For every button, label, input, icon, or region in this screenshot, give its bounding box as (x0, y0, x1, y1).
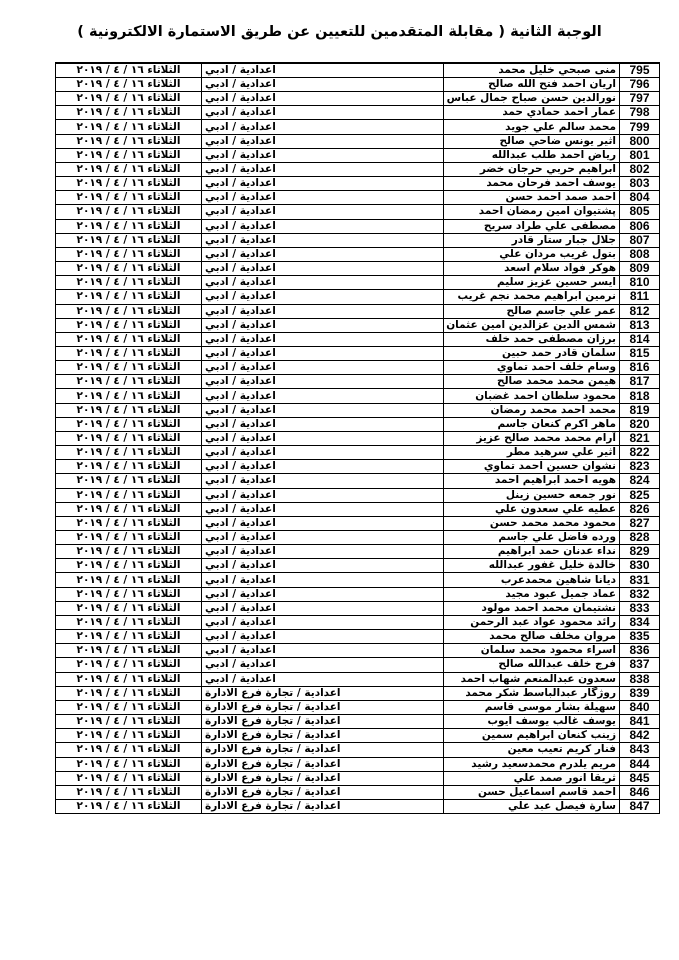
applicant-name: جلال جبار ستار قادر (444, 233, 620, 247)
row-number: 812 (620, 304, 660, 318)
interview-date: الثلاثاء ١٦ / ٤ / ٢٠١٩ (56, 361, 202, 375)
table-row (56, 799, 660, 813)
table-row (56, 361, 660, 375)
table-row (56, 615, 660, 629)
table-row (56, 403, 660, 417)
row-number: 803 (620, 177, 660, 191)
qualification: اعدادية / ادبي (202, 148, 444, 162)
qualification: اعدادية / ادبي (202, 63, 444, 78)
qualification: اعدادية / ادبي (202, 545, 444, 559)
table-row (56, 587, 660, 601)
table-row (56, 92, 660, 106)
applicant-name: محمود سلطان احمد غضبان (444, 389, 620, 403)
applicant-name: نورالدين حسن صباح جمال عباس (444, 92, 620, 106)
qualification: اعدادية / تجارة فرع الادارة (202, 715, 444, 729)
interview-date: الثلاثاء ١٦ / ٤ / ٢٠١٩ (56, 559, 202, 573)
table-row (56, 516, 660, 530)
table-row (56, 276, 660, 290)
applicant-name: هوكر فواد سلام اسعد (444, 262, 620, 276)
row-number: 832 (620, 587, 660, 601)
applicant-name: مريم يلدرم محمدسعيد رشيد (444, 757, 620, 771)
interview-date: الثلاثاء ١٦ / ٤ / ٢٠١٩ (56, 92, 202, 106)
qualification: اعدادية / تجارة فرع الادارة (202, 743, 444, 757)
applicant-name: ايسر حسين عزيز سليم (444, 276, 620, 290)
table-row (56, 247, 660, 261)
applicant-name: ثريقا انور صمد علي (444, 771, 620, 785)
qualification: اعدادية / ادبي (202, 205, 444, 219)
applicant-name: سعدون عبدالمنعم شهاب احمد (444, 672, 620, 686)
interview-date: الثلاثاء ١٦ / ٤ / ٢٠١٩ (56, 233, 202, 247)
table-row (56, 771, 660, 785)
interview-date: الثلاثاء ١٦ / ٤ / ٢٠١٩ (56, 177, 202, 191)
qualification: اعدادية / ادبي (202, 431, 444, 445)
interview-date: الثلاثاء ١٦ / ٤ / ٢٠١٩ (56, 686, 202, 700)
applicant-name: عمار احمد حمادي حمد (444, 106, 620, 120)
table-row (56, 290, 660, 304)
row-number: 797 (620, 92, 660, 106)
row-number: 805 (620, 205, 660, 219)
row-number: 828 (620, 531, 660, 545)
interview-date: الثلاثاء ١٦ / ٤ / ٢٠١٩ (56, 446, 202, 460)
applicant-name: زينب كنعان ابراهيم سمين (444, 729, 620, 743)
row-number: 842 (620, 729, 660, 743)
table-row (56, 63, 660, 78)
row-number: 804 (620, 191, 660, 205)
qualification: اعدادية / ادبي (202, 516, 444, 530)
row-number: 795 (620, 63, 660, 78)
row-number: 819 (620, 403, 660, 417)
row-number: 801 (620, 148, 660, 162)
qualification: اعدادية / ادبي (202, 375, 444, 389)
applicant-name: اثير يونس ضاحي صالح (444, 134, 620, 148)
table-row (56, 177, 660, 191)
interview-date: الثلاثاء ١٦ / ٤ / ٢٠١٩ (56, 162, 202, 176)
applicant-name: سهيلة بشار موسى قاسم (444, 700, 620, 714)
table-row (56, 389, 660, 403)
qualification: اعدادية / ادبي (202, 162, 444, 176)
applicant-name: برزان مصطفى حمد خلف (444, 332, 620, 346)
row-number: 808 (620, 247, 660, 261)
applicant-name: يوسف احمد فرحان محمد (444, 177, 620, 191)
interview-date: الثلاثاء ١٦ / ٤ / ٢٠١٩ (56, 757, 202, 771)
applicant-name: محمود محمد محمد حسن (444, 516, 620, 530)
interview-date: الثلاثاء ١٦ / ٤ / ٢٠١٩ (56, 516, 202, 530)
row-number: 826 (620, 502, 660, 516)
qualification: اعدادية / ادبي (202, 262, 444, 276)
interview-date: الثلاثاء ١٦ / ٤ / ٢٠١٩ (56, 346, 202, 360)
row-number: 837 (620, 658, 660, 672)
table-row (56, 460, 660, 474)
table-row (56, 672, 660, 686)
qualification: اعدادية / تجارة فرع الادارة (202, 757, 444, 771)
row-number: 847 (620, 799, 660, 813)
applicant-name: ديانا شاهين محمدعرب (444, 573, 620, 587)
qualification: اعدادية / ادبي (202, 106, 444, 120)
page-title: الوجبة الثانية ( مقابلة المتقدمين للتعيين عن طريق الاستمارة الالكترونية ) (77, 24, 602, 40)
interview-date: الثلاثاء ١٦ / ٤ / ٢٠١٩ (56, 658, 202, 672)
row-number: 843 (620, 743, 660, 757)
table-row (56, 148, 660, 162)
qualification: اعدادية / ادبي (202, 361, 444, 375)
row-number: 813 (620, 318, 660, 332)
qualification: اعدادية / ادبي (202, 587, 444, 601)
table-row (56, 332, 660, 346)
table-row (56, 262, 660, 276)
row-number: 815 (620, 346, 660, 360)
interview-date: الثلاثاء ١٦ / ٤ / ٢٠١٩ (56, 700, 202, 714)
interview-date: الثلاثاء ١٦ / ٤ / ٢٠١٩ (56, 290, 202, 304)
row-number: 798 (620, 106, 660, 120)
interview-date: الثلاثاء ١٦ / ٤ / ٢٠١٩ (56, 743, 202, 757)
applicant-name: عماد جميل عبود مجيد (444, 587, 620, 601)
table-row (56, 78, 660, 92)
row-number: 833 (620, 601, 660, 615)
interview-date: الثلاثاء ١٦ / ٤ / ٢٠١٩ (56, 332, 202, 346)
applicant-name: شمس الدين عزالدين امين عثمان (444, 318, 620, 332)
interview-date: الثلاثاء ١٦ / ٤ / ٢٠١٩ (56, 219, 202, 233)
row-number: 845 (620, 771, 660, 785)
applicant-name: منى صبحي خليل محمد (444, 63, 620, 78)
applicant-name: نداء عدنان حمد ابراهيم (444, 545, 620, 559)
row-number: 820 (620, 417, 660, 431)
qualification: اعدادية / ادبي (202, 191, 444, 205)
applicant-name: احمد قاسم اسماعيل حسن (444, 785, 620, 799)
qualification: اعدادية / ادبي (202, 92, 444, 106)
table-row (56, 573, 660, 587)
interview-date: الثلاثاء ١٦ / ٤ / ٢٠١٩ (56, 785, 202, 799)
applicant-name: محمد سالم علي جويد (444, 120, 620, 134)
row-number: 827 (620, 516, 660, 530)
row-number: 839 (620, 686, 660, 700)
applicant-name: ورده فاضل علي جاسم (444, 531, 620, 545)
row-number: 824 (620, 474, 660, 488)
qualification: اعدادية / ادبي (202, 474, 444, 488)
row-number: 840 (620, 700, 660, 714)
applicant-name: آرام محمد محمد صالح عزيز (444, 431, 620, 445)
qualification: اعدادية / ادبي (202, 630, 444, 644)
qualification: اعدادية / ادبي (202, 134, 444, 148)
applicant-name: ابراهيم حربي حرجان خضر (444, 162, 620, 176)
applicant-name: سارة فيصل عبد علي (444, 799, 620, 813)
applicants-table (55, 62, 660, 814)
row-number: 835 (620, 630, 660, 644)
qualification: اعدادية / ادبي (202, 672, 444, 686)
table-row (56, 601, 660, 615)
table-row (56, 162, 660, 176)
table-row (56, 318, 660, 332)
row-number: 816 (620, 361, 660, 375)
row-number: 806 (620, 219, 660, 233)
interview-date: الثلاثاء ١٦ / ٤ / ٢٠١٩ (56, 106, 202, 120)
qualification: اعدادية / ادبي (202, 601, 444, 615)
applicant-name: محمد احمد محمد رمضان (444, 403, 620, 417)
interview-date: الثلاثاء ١٦ / ٤ / ٢٠١٩ (56, 630, 202, 644)
interview-date: الثلاثاء ١٦ / ٤ / ٢٠١٩ (56, 474, 202, 488)
qualification: اعدادية / ادبي (202, 573, 444, 587)
row-number: 821 (620, 431, 660, 445)
applicant-name: نور جمعه حسين زينل (444, 488, 620, 502)
table-body (56, 63, 660, 814)
row-number: 825 (620, 488, 660, 502)
row-number: 830 (620, 559, 660, 573)
applicant-name: مصطفى علي طراد سريح (444, 219, 620, 233)
interview-date: الثلاثاء ١٦ / ٤ / ٢٠١٩ (56, 729, 202, 743)
table-row (56, 545, 660, 559)
qualification: اعدادية / ادبي (202, 559, 444, 573)
table-row (56, 106, 660, 120)
applicant-name: نرمين ابراهيم محمد نجم غريب (444, 290, 620, 304)
table-row (56, 304, 660, 318)
interview-date: الثلاثاء ١٦ / ٤ / ٢٠١٩ (56, 587, 202, 601)
qualification: اعدادية / ادبي (202, 389, 444, 403)
row-number: 800 (620, 134, 660, 148)
table-row (56, 120, 660, 134)
interview-date: الثلاثاء ١٦ / ٤ / ٢٠١٩ (56, 460, 202, 474)
interview-date: الثلاثاء ١٦ / ٤ / ٢٠١٩ (56, 134, 202, 148)
qualification: اعدادية / ادبي (202, 219, 444, 233)
qualification: اعدادية / ادبي (202, 318, 444, 332)
applicant-name: هويه احمد ابراهيم احمد (444, 474, 620, 488)
row-number: 818 (620, 389, 660, 403)
interview-date: الثلاثاء ١٦ / ٤ / ٢٠١٩ (56, 488, 202, 502)
row-number: 817 (620, 375, 660, 389)
qualification: اعدادية / تجارة فرع الادارة (202, 771, 444, 785)
table-row (56, 417, 660, 431)
qualification: اعدادية / ادبي (202, 488, 444, 502)
qualification: اعدادية / ادبي (202, 332, 444, 346)
interview-date: الثلاثاء ١٦ / ٤ / ٢٠١٩ (56, 601, 202, 615)
interview-date: الثلاثاء ١٦ / ٤ / ٢٠١٩ (56, 78, 202, 92)
row-number: 823 (620, 460, 660, 474)
table-row (56, 743, 660, 757)
qualification: اعدادية / ادبي (202, 460, 444, 474)
applicant-name: سلمان قادر حمد حبين (444, 346, 620, 360)
applicant-name: رياض احمد طلب عبدالله (444, 148, 620, 162)
interview-date: الثلاثاء ١٦ / ٤ / ٢٠١٩ (56, 531, 202, 545)
qualification: اعدادية / ادبي (202, 644, 444, 658)
interview-date: الثلاثاء ١٦ / ٤ / ٢٠١٩ (56, 304, 202, 318)
table-row (56, 757, 660, 771)
qualification: اعدادية / ادبي (202, 247, 444, 261)
qualification: اعدادية / تجارة فرع الادارة (202, 799, 444, 813)
qualification: اعدادية / ادبي (202, 615, 444, 629)
table-row (56, 531, 660, 545)
qualification: اعدادية / ادبي (202, 290, 444, 304)
table-row (56, 346, 660, 360)
row-number: 796 (620, 78, 660, 92)
applicant-name: فنار كريم تعيب معين (444, 743, 620, 757)
row-number: 846 (620, 785, 660, 799)
row-number: 807 (620, 233, 660, 247)
row-number: 829 (620, 545, 660, 559)
table-row (56, 715, 660, 729)
qualification: اعدادية / ادبي (202, 120, 444, 134)
applicant-name: پشتيوان امين رمضان احمد (444, 205, 620, 219)
qualification: اعدادية / ادبي (202, 403, 444, 417)
interview-date: الثلاثاء ١٦ / ٤ / ٢٠١٩ (56, 417, 202, 431)
applicant-name: اريان احمد فتح الله صالح (444, 78, 620, 92)
interview-date: الثلاثاء ١٦ / ٤ / ٢٠١٩ (56, 573, 202, 587)
table-row (56, 729, 660, 743)
row-number: 822 (620, 446, 660, 460)
interview-date: الثلاثاء ١٦ / ٤ / ٢٠١٩ (56, 63, 202, 78)
applicant-name: روژگار عبدالباسط شكر محمد (444, 686, 620, 700)
applicant-name: يوسف غالب يوسف ايوب (444, 715, 620, 729)
row-number: 844 (620, 757, 660, 771)
table-row (56, 502, 660, 516)
qualification: اعدادية / ادبي (202, 177, 444, 191)
qualification: اعدادية / ادبي (202, 658, 444, 672)
table-row (56, 446, 660, 460)
table-row (56, 785, 660, 799)
applicant-name: احمد صمد احمد حسن (444, 191, 620, 205)
interview-date: الثلاثاء ١٦ / ٤ / ٢٠١٩ (56, 205, 202, 219)
interview-date: الثلاثاء ١٦ / ٤ / ٢٠١٩ (56, 389, 202, 403)
row-number: 799 (620, 120, 660, 134)
qualification: اعدادية / تجارة فرع الادارة (202, 686, 444, 700)
row-number: 802 (620, 162, 660, 176)
table-row (56, 488, 660, 502)
interview-date: الثلاثاء ١٦ / ٤ / ٢٠١٩ (56, 502, 202, 516)
table-row (56, 559, 660, 573)
table-row (56, 644, 660, 658)
row-number: 841 (620, 715, 660, 729)
interview-date: الثلاثاء ١٦ / ٤ / ٢٠١٩ (56, 262, 202, 276)
interview-date: الثلاثاء ١٦ / ٤ / ٢٠١٩ (56, 148, 202, 162)
interview-date: الثلاثاء ١٦ / ٤ / ٢٠١٩ (56, 318, 202, 332)
table-row (56, 134, 660, 148)
qualification: اعدادية / ادبي (202, 78, 444, 92)
applicant-name: خالدة خليل غفور عبدالله (444, 559, 620, 573)
table-row (56, 658, 660, 672)
interview-date: الثلاثاء ١٦ / ٤ / ٢٠١٩ (56, 715, 202, 729)
applicant-name: عمر علي جاسم صالح (444, 304, 620, 318)
table-row (56, 375, 660, 389)
applicant-name: اسراء محمود محمد سلمان (444, 644, 620, 658)
interview-date: الثلاثاء ١٦ / ٤ / ٢٠١٩ (56, 771, 202, 785)
qualification: اعدادية / تجارة فرع الادارة (202, 729, 444, 743)
applicant-name: رائد محمود عواد عبد الرحمن (444, 615, 620, 629)
table-row (56, 700, 660, 714)
interview-date: الثلاثاء ١٦ / ٤ / ٢٠١٩ (56, 672, 202, 686)
applicant-name: هيمن محمد محمد صالح (444, 375, 620, 389)
table-row (56, 205, 660, 219)
qualification: اعدادية / ادبي (202, 531, 444, 545)
table-row (56, 191, 660, 205)
applicant-name: بتول غريب مردان علي (444, 247, 620, 261)
qualification: اعدادية / ادبي (202, 502, 444, 516)
row-number: 811 (620, 290, 660, 304)
interview-date: الثلاثاء ١٦ / ٤ / ٢٠١٩ (56, 644, 202, 658)
applicant-name: وسام خلف احمد تماوي (444, 361, 620, 375)
interview-date: الثلاثاء ١٦ / ٤ / ٢٠١٩ (56, 120, 202, 134)
qualification: اعدادية / ادبي (202, 233, 444, 247)
interview-date: الثلاثاء ١٦ / ٤ / ٢٠١٩ (56, 431, 202, 445)
applicant-name: مروان مخلف صالح محمد (444, 630, 620, 644)
applicant-name: نشوان حسين احمد تماوي (444, 460, 620, 474)
interview-date: الثلاثاء ١٦ / ٤ / ٢٠١٩ (56, 276, 202, 290)
qualification: اعدادية / ادبي (202, 276, 444, 290)
table-row (56, 233, 660, 247)
row-number: 836 (620, 644, 660, 658)
interview-date: الثلاثاء ١٦ / ٤ / ٢٠١٩ (56, 191, 202, 205)
qualification: اعدادية / ادبي (202, 346, 444, 360)
row-number: 838 (620, 672, 660, 686)
qualification: اعدادية / تجارة فرع الادارة (202, 700, 444, 714)
table-row (56, 686, 660, 700)
interview-date: الثلاثاء ١٦ / ٤ / ٢٠١٩ (56, 615, 202, 629)
interview-date: الثلاثاء ١٦ / ٤ / ٢٠١٩ (56, 403, 202, 417)
row-number: 831 (620, 573, 660, 587)
qualification: اعدادية / ادبي (202, 417, 444, 431)
qualification: اعدادية / ادبي (202, 446, 444, 460)
table-row (56, 474, 660, 488)
row-number: 810 (620, 276, 660, 290)
qualification: اعدادية / ادبي (202, 304, 444, 318)
interview-date: الثلاثاء ١٦ / ٤ / ٢٠١٩ (56, 799, 202, 813)
row-number: 834 (620, 615, 660, 629)
applicant-name: عطيه علي سعدون علي (444, 502, 620, 516)
row-number: 814 (620, 332, 660, 346)
applicant-name: ماهر اكرم كنعان جاسم (444, 417, 620, 431)
row-number: 809 (620, 262, 660, 276)
applicant-name: فرج خلف عبدالله صالح (444, 658, 620, 672)
interview-date: الثلاثاء ١٦ / ٤ / ٢٠١٩ (56, 375, 202, 389)
interview-date: الثلاثاء ١٦ / ٤ / ٢٠١٩ (56, 545, 202, 559)
qualification: اعدادية / تجارة فرع الادارة (202, 785, 444, 799)
table-row (56, 431, 660, 445)
table-row (56, 219, 660, 233)
table-row (56, 630, 660, 644)
applicant-name: اثير علي سرهيد مطر (444, 446, 620, 460)
applicant-name: نشتيمان محمد احمد مولود (444, 601, 620, 615)
interview-date: الثلاثاء ١٦ / ٤ / ٢٠١٩ (56, 247, 202, 261)
